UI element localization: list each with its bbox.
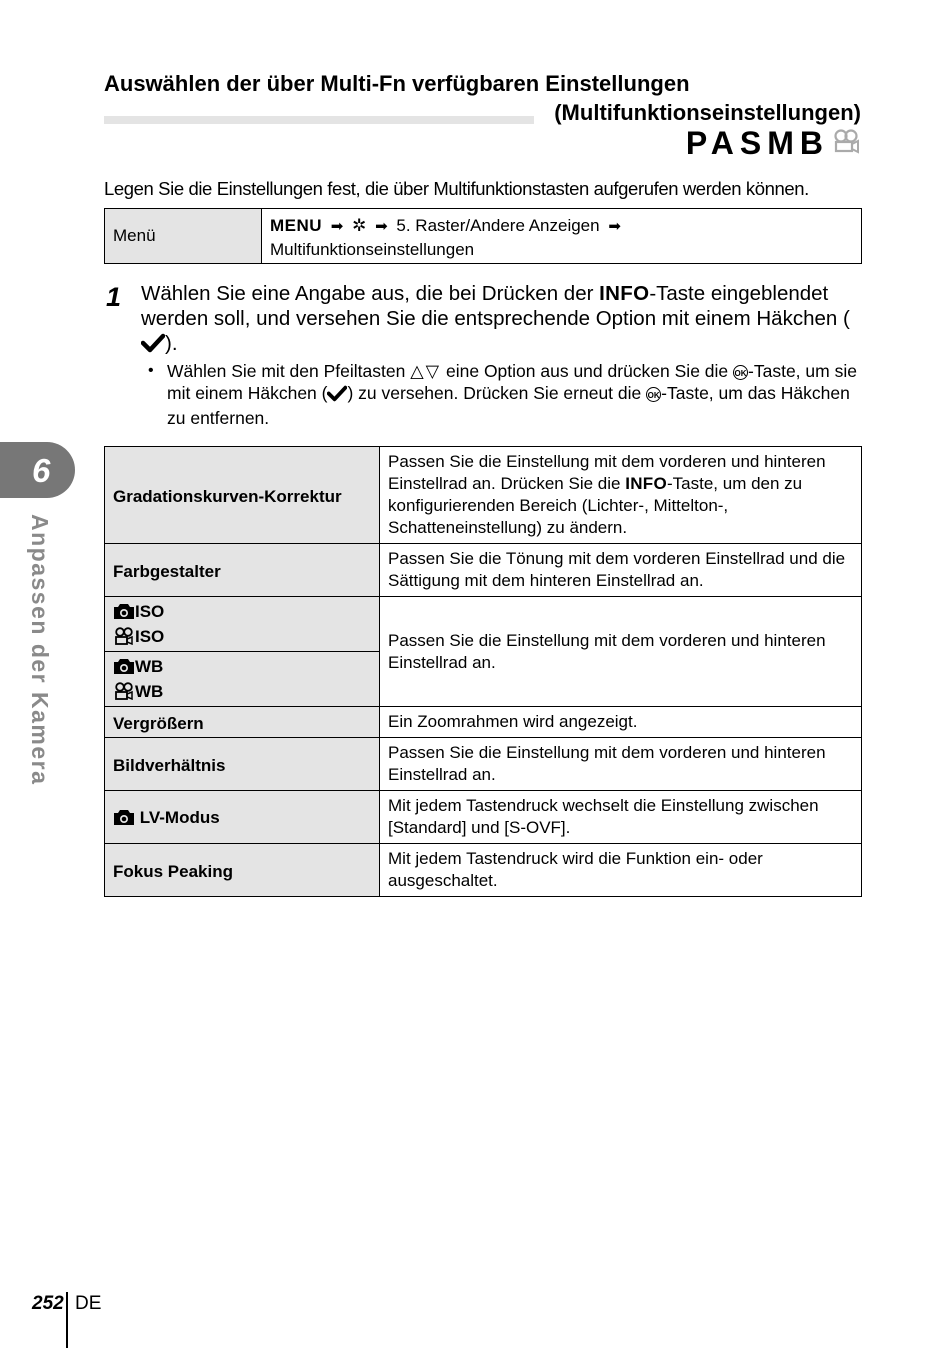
setting-name-text: LV-Modus bbox=[139, 807, 220, 827]
table-row bbox=[105, 738, 862, 791]
bullet-part4: ) zu versehen. Drücken Sie erneut die bbox=[347, 383, 642, 403]
bullet-part2: eine Option aus und drücken Sie die bbox=[446, 361, 729, 381]
bullet-text bbox=[167, 360, 867, 429]
check-icon bbox=[141, 333, 165, 359]
table-row bbox=[105, 447, 862, 544]
desc-part-a: Passen Sie die Einstellung mit dem vorderen und hinteren Einstellrad an. Drücken Sie die bbox=[388, 452, 826, 493]
arrow-right-icon: ➡ bbox=[375, 218, 388, 235]
info-button-label: INFO bbox=[599, 282, 650, 305]
bullet-part3: -Taste, um sie mit einem Häkchen ( bbox=[167, 361, 857, 403]
setting-description: Passen Sie die Einstellung mit dem vorderen und hinteren Einstellrad an. bbox=[380, 597, 862, 707]
bullet-dot: • bbox=[148, 362, 154, 379]
step-text bbox=[141, 281, 871, 359]
shooting-modes bbox=[686, 125, 861, 162]
step-number: 1 bbox=[106, 282, 122, 312]
menu-path-table bbox=[104, 208, 862, 264]
camera-icon bbox=[113, 602, 135, 626]
menu-step: 5. Raster/Andere Anzeigen bbox=[396, 216, 600, 235]
ok-button-icon: OK bbox=[733, 365, 748, 380]
setting-name-still: WB bbox=[135, 657, 164, 676]
page-number: 252 bbox=[32, 1293, 64, 1314]
ok-button-icon: OK bbox=[646, 387, 661, 402]
footer-divider bbox=[66, 1292, 68, 1348]
table-row bbox=[105, 597, 862, 652]
table-row bbox=[105, 844, 862, 897]
camera-icon bbox=[113, 808, 135, 832]
bullet-part5: -Taste, um das Häkchen zu entfernen. bbox=[167, 383, 850, 428]
menu-path bbox=[262, 209, 861, 263]
setting-name: Gradationskurven-Korrektur bbox=[105, 447, 380, 544]
setting-name: Vergrößern bbox=[105, 707, 380, 738]
menu-label: Menü bbox=[105, 209, 262, 263]
arrow-right-icon: ➡ bbox=[330, 218, 344, 235]
desc-part-b: -Taste, um den zu konfigurierenden Bereich (Lichter-, Mittelton-, Schatteneinstellung) zu ändern. bbox=[388, 474, 803, 537]
arrow-keys-icon: △▽ bbox=[410, 361, 442, 381]
movie-icon bbox=[113, 682, 135, 706]
movie-icon bbox=[831, 125, 861, 162]
menu-word: MENU bbox=[270, 216, 323, 235]
table-row bbox=[105, 791, 862, 844]
arrow-right-icon: ➡ bbox=[608, 218, 621, 235]
setting-description: Mit jedem Tastendruck wird die Funktion ein- oder ausgeschaltet. bbox=[380, 844, 862, 897]
bullet-part1: Wählen Sie mit den Pfeiltasten bbox=[167, 361, 406, 381]
step-text-a: Wählen Sie eine Angabe aus, die bei Drücken der bbox=[141, 282, 594, 305]
table-row bbox=[105, 707, 862, 738]
check-icon bbox=[327, 385, 347, 407]
setting-name-still: ISO bbox=[135, 602, 165, 621]
setting-description: Ein Zoomrahmen wird angezeigt. bbox=[380, 707, 862, 738]
intro-text: Legen Sie die Einstellungen fest, die über Multifunktionstasten aufgerufen werden können. bbox=[104, 178, 809, 199]
setting-description: Passen Sie die Tönung mit dem vorderen Einstellrad und die Sättigung mit dem hinteren Einstellrad an. bbox=[380, 544, 862, 597]
page-subtitle: (Multifunktionseinstellungen) bbox=[554, 100, 861, 125]
page-title: Auswählen der über Multi-Fn verfügbaren Einstellungen bbox=[104, 71, 690, 96]
setting-name: Bildverhältnis bbox=[105, 738, 380, 791]
info-button-label: INFO bbox=[625, 474, 667, 493]
setting-description: Mit jedem Tastendruck wechselt die Einstellung zwischen [Standard] und [S-OVF]. bbox=[380, 791, 862, 844]
step-text-c: ). bbox=[165, 332, 178, 355]
setting-name: Fokus Peaking bbox=[105, 844, 380, 897]
chapter-label: Anpassen der Kamera bbox=[27, 514, 53, 786]
setting-name bbox=[105, 597, 380, 652]
table-row bbox=[105, 544, 862, 597]
menu-destination: Multifunktionseinstellungen bbox=[270, 240, 475, 259]
chapter-number: 6 bbox=[32, 452, 51, 489]
setting-name bbox=[105, 652, 380, 707]
camera-icon bbox=[113, 657, 135, 681]
setting-name: Farbgestalter bbox=[105, 544, 380, 597]
step-text-b: -Taste eingeblendet werden soll, und versehen Sie die entsprechende Option mit einem Häkchen ( bbox=[141, 282, 850, 330]
setting-name bbox=[105, 791, 380, 844]
setting-name-movie: ISO bbox=[135, 627, 165, 646]
gear-icon: ✲ bbox=[352, 216, 367, 235]
mode-letters: PASMB bbox=[685, 125, 829, 161]
setting-description: Passen Sie die Einstellung mit dem vorderen und hinteren Einstellrad an. bbox=[380, 738, 862, 791]
setting-description bbox=[380, 447, 862, 544]
movie-icon bbox=[113, 627, 135, 651]
settings-table bbox=[104, 446, 862, 897]
title-underline bbox=[104, 116, 534, 124]
setting-name-movie: WB bbox=[135, 682, 164, 701]
page-language: DE bbox=[75, 1293, 102, 1314]
